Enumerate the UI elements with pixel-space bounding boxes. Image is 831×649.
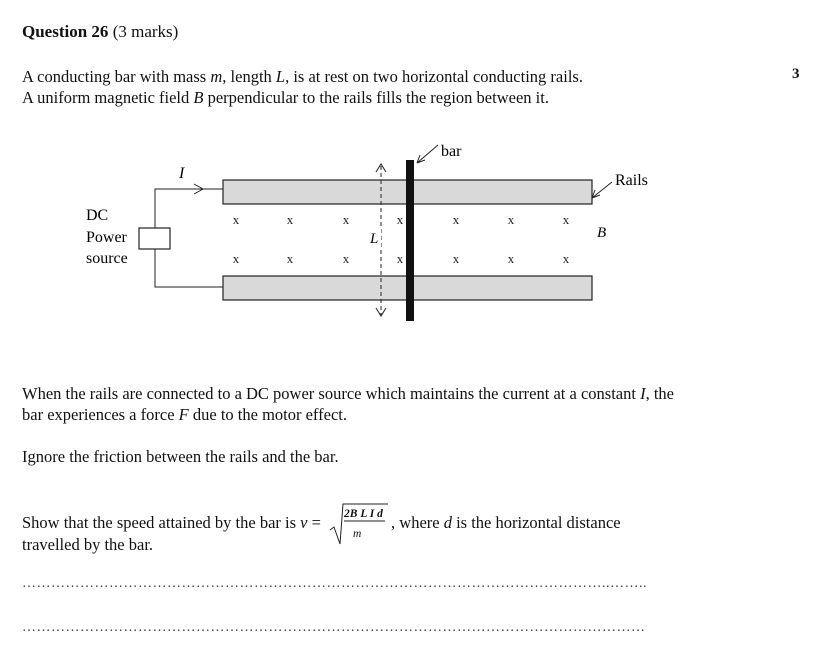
- show-statement: Show that the speed attained by the bar is v = 2B L I d m , where d is the horizontal distance: [22, 502, 621, 546]
- length-label: L: [370, 231, 379, 247]
- conducting-bar: [406, 160, 414, 321]
- formula-denominator: m: [353, 528, 362, 540]
- top-wire: [155, 189, 223, 228]
- current-line-1: When the rails are connected to a DC power source which maintains the current at a constant I, the: [22, 384, 674, 403]
- field-cross: x: [396, 212, 404, 227]
- bar-label: bar: [441, 143, 462, 160]
- field-cross: x: [232, 251, 240, 266]
- question-title: Question 26: [22, 22, 109, 41]
- field-cross: x: [342, 251, 350, 266]
- intro-line-1: A conducting bar with mass m, length L, is at rest on two horizontal conducting rails.: [22, 67, 583, 86]
- source-label-line-3: source: [86, 250, 128, 267]
- answer-line[interactable]: …………………………………………………………………………………………………………………: [22, 620, 646, 635]
- current-line-2: bar experiences a force F due to the motor effect.: [22, 405, 347, 424]
- formula-numerator: 2B L I d: [344, 508, 383, 520]
- intro-line-2: A uniform magnetic field B perpendicular to the rails fills the region between it.: [22, 88, 549, 107]
- current-label: I: [179, 165, 185, 182]
- answer-line[interactable]: …………………………………………………………………………………………………………..……..: [22, 576, 647, 591]
- power-source-box: [139, 228, 170, 249]
- rails-label: Rails: [615, 172, 648, 189]
- speed-formula: [328, 502, 388, 546]
- field-cross: x: [452, 251, 460, 266]
- source-label-line-2: Power: [86, 229, 127, 246]
- field-cross: x: [342, 212, 350, 227]
- field-label: B: [597, 225, 607, 241]
- field-cross: x: [286, 251, 294, 266]
- current-paragraph: [22, 383, 674, 425]
- field-cross: x: [232, 212, 240, 227]
- field-cross: x: [507, 212, 515, 227]
- field-cross: x: [452, 212, 460, 227]
- marks-margin: 3: [792, 66, 800, 82]
- field-cross: x: [507, 251, 515, 266]
- field-cross: x: [562, 212, 570, 227]
- question-marks: (3 marks): [112, 22, 179, 41]
- source-label-line-1: DC: [86, 207, 109, 224]
- show-statement-line-2: travelled by the bar.: [22, 535, 154, 554]
- field-cross: x: [396, 251, 404, 266]
- rails-pointer-icon: [592, 182, 612, 198]
- field-crosses: [233, 212, 570, 266]
- field-cross: x: [286, 212, 294, 227]
- friction-note: Ignore the friction between the rails and the bar.: [22, 447, 339, 466]
- bottom-wire: [155, 249, 223, 287]
- bar-pointer-icon: [417, 145, 438, 163]
- field-cross: x: [562, 251, 570, 266]
